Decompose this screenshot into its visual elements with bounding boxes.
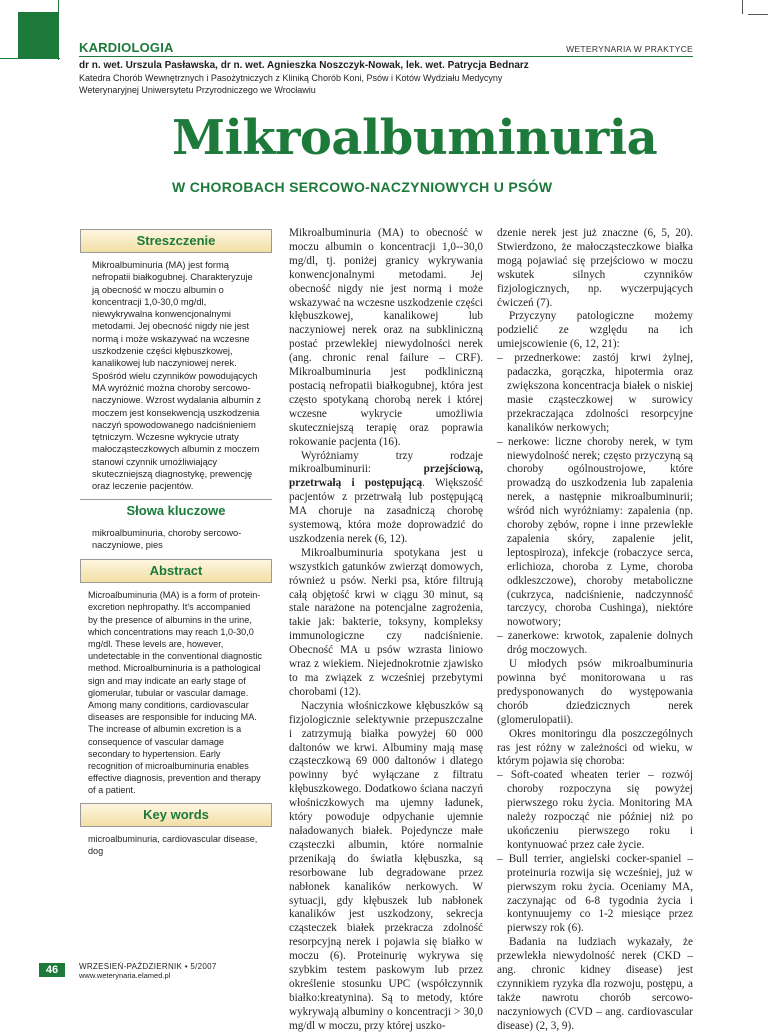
breeds-list	[497, 769, 693, 936]
article-subtitle: W CHOROBACH SERCOWO-NACZYNIOWYCH U PSÓW	[172, 179, 553, 195]
affiliation: Katedra Chorób Wewnętrznych i Pasożytniczych z Kliniką Chorób Koni, Psów i Kotów Wydziału Medycyny Weterynaryjnej Uniwersytetu Przyrodniczego we Wrocławiu	[79, 73, 503, 95]
abstract-heading: Abstract	[80, 559, 272, 583]
journal-name: WETERYNARIA W PRAKTYCE	[566, 44, 693, 54]
crop-mark	[742, 0, 743, 14]
issue-date: WRZESIEŃ-PAŹDZIERNIK • 5/2007	[79, 962, 217, 971]
crop-mark	[0, 58, 60, 59]
streszczenie-heading: Streszczenie	[80, 229, 272, 253]
causes-list	[497, 352, 693, 658]
paragraph: Mikroalbuminuria spotykana jest u wszystkich gatunków zwierząt domowych, również u psów. Nerki psa, które filtrują całą objętość krwi w ciągu 30 minut, są stale narażone na potencjalne zagrożenia, takie jak: bakterie, toksyny, kompleksy immunologiczne czy nadciśnienie. Obecność MA u psów wzrasta liniowo wraz z wiekiem. Niejednokrotnie zjawisko to ma związek z wcześniej przebytymi chorobami (12).	[289, 546, 483, 698]
list-item: – zanerkowe: krwotok, zapalenie dolnych dróg moczowych.	[497, 630, 693, 658]
corner-green-square	[18, 12, 58, 58]
slowa-kluczowe-heading: Słowa kluczowe	[80, 499, 272, 522]
header-divider	[79, 56, 693, 57]
paragraph: U młodych psów mikroalbuminuria powinna być monitorowana u ras predysponowanych do występowania chorób dziedzicznych nerek (glomerulopatii).	[497, 658, 693, 726]
highlighted-terms: przejściową, przetrwałą i postępującą	[289, 463, 483, 490]
crop-mark	[748, 14, 768, 15]
section-label: KARDIOLOGIA	[79, 40, 174, 55]
paragraph	[289, 450, 483, 547]
key-words-text: microalbuminuria, cardiovascular disease, dog	[88, 833, 258, 856]
list-item: – Soft-coated wheaten terier – rozwój choroby rozpoczyna się powyżej pierwszego roku życia. Monitoring MA należy rozpocząć nie później niż po ukończeniu pierwszego roku i kontynuować przez całe życie.	[497, 769, 693, 852]
summary-sidebar	[80, 229, 272, 863]
footer-url: www.weterynaria.elamed.pl	[79, 971, 171, 980]
paragraph: dzenie nerek jest już znaczne (6, 5, 20). Stwierdzono, że małocząsteczkowe białka mogą pojawiać się przejściowo w moczu wskutek silnych czynników fizjologicznych, np. wyczerpujących ćwiczeń (7).	[497, 227, 693, 309]
streszczenie-text: Mikroalbuminuria (MA) jest formą nefropatii białkogubnej. Charakteryzuje ją obecność w moczu albumin o koncentracji 1,0-30,0 mg/dl, niewykrywalna konwencjonalnymi metodami. Jej obecność nigdy nie jest normą i może wskazywać na wczesne uszkodzenie części kłębuszkowej, kanalikowej lub naczyniowej nerek. Spośród wielu czynników powodujących MA wyróżnić można choroby sercowo-naczyniowe. Wzrost wydalania albumin z moczem jest konsekwencją uszkodzenia naczyń spowodowanego nadciśnieniem tętniczym. Wczesne wykrycie utraty małocząsteczkowych albumin z moczem stanowi czynnik umożliwiający skuteczniejszą diagnostykę, prewencję oraz leczenie pacjentów.	[92, 260, 261, 492]
paragraph: Przyczyny patologiczne możemy podzielić ze względu na ich umiejscowienie (6, 12, 21):	[497, 310, 693, 351]
paragraph: Naczynia włośniczkowe kłębuszków są fizjologicznie selektywnie przepuszczalne i zatrzymują białka powyżej 60 000 daltonów we krwi. Albuminy mają masę cząsteczkową 69 000 daltonów i dlatego powinny być wyłączane z filtratu kłębuszkowego. Dodatkowo ściana naczyń włośniczkowych ma ujemny ładunek, który powoduje odpychanie ujemnie naładowanych białek. Pojedyncze małe cząsteczki albumin, które normalnie przenikają do światła kłębuszka, są resorbowane lub degradowane przez nabłonek kanalików nerkowych. W sytuacji, gdy kłębuszek lub nabłonek kanalików jest uszkodzony, sekrecja cząsteczek białek przekracza zdolność resorpcyjną nerek i pojawia się białko w moczu (6). Proteinurię wykrywa się szybkim testem paskowym lub przez określenie stosunku UPC (współczynnik białko:kreatynina). Są to metody, które wykrywają albuminy o koncentracji > 30,0 mg/dl w moczu, przy której uszko-	[289, 699, 483, 1032]
article-title: Mikroalbuminuria	[172, 110, 658, 166]
key-words-heading: Key words	[80, 803, 272, 827]
body-column-3	[497, 227, 693, 1034]
page-number: 46	[39, 963, 65, 977]
paragraph: Badania na ludziach wykazały, że przewlekła niewydolność nerek (CKD – ang. chronic kidney disease) jest czynnikiem ryzyka dla rozwoju, postępu, a także nawrotu chorób sercowo-naczyniowych (CVD – ang. cardiovascular disease) (2, 3, 9).	[497, 936, 693, 1032]
list-item: – Bull terrier, angielski cocker-spaniel – proteinuria rozwija się wcześniej, już w pierwszym roku życia. Oceniamy MA, zaczynając od 6-8 tygodnia życia i kontynuujemy co 1-2 miesiące przez pierwszy rok (6).	[497, 853, 693, 936]
body-column-2	[289, 227, 483, 1034]
paragraph: Okres monitoringu dla poszczególnych ras jest różny w zależności od wieku, w którym pojawia się choroba:	[497, 727, 693, 768]
crop-mark	[58, 0, 59, 60]
slowa-kluczowe-text: mikroalbuminuria, choroby sercowo-naczyniowe, pies	[92, 527, 242, 550]
abstract-text: Microalbuminuria (MA) is a form of protein-excretion nephropathy. It's accompanied by the presence of albumins in the urine, which concentrations may reach 1,0-30,0 mg/dl. These levels are, however, undetectable in the conventional diagnostic method. Microalbuminuria is a pathological sign and may indicate an early stage of glomerular, tubular or vascular damage. Among many conditions, cardiovascular diseases are responsible for inducing MA. The increase of albumin excretion is a consequence of vascular damage secondary to hypertension. Early recognition of microalbuminuria enables effective diagnosis, prevention and therapy of a patient.	[88, 590, 262, 796]
list-item: – nerkowe: liczne choroby nerek, w tym niewydolność nerek; często przyczyną są choroby ogólnoustrojowe, które prowadzą do uszkodzenia lub zapalenia nerek, a następnie mikroalbuminurii; wśród nich wyróżniamy: zapalenia (np. choroby zębów, ropne i inne przewlekłe zapalenia skóry, zapalenie jelit, leptospiroza), infekcje (robaczyce serca, erlichioza, choroba z Lyme, choroba odkleszczowe), choroby metaboliczne (cukrzyca, nadciśnienie, nadczynność tarczycy, choroba Cushinga), niektóre nowotwory;	[497, 436, 693, 631]
paragraph-text: . Większość pacjentów z przetrwałą lub postępującą MA choruje na zasadniczą chorobę systemową, która może doprowadzić do uszkodzenia nerek (6, 12).	[289, 477, 484, 545]
paragraph: Mikroalbuminuria (MA) to obecność w moczu albumin o koncentracji 1,0--30,0 mg/dl, tj. poniżej granicy wykrywania konwencjonalnymi metodami. Jej obecność nigdy nie jest normą i może wskazywać na wczesne uszkodzenie części kłębuszkowej, kanalikowej lub naczyniowej nerek oraz na subkliniczną postać przewlekłej niewydolności nerek (ang. chronic renal failure – CRF). Mikroalbuminuria jest podkliniczną postacią nefropatii białkogubnej, która jest często spotykaną chorobą nerek i której wczesne wykrycie umożliwia skuteczniejszą terapię oraz poprawia rokowanie pacjenta (16).	[289, 227, 483, 448]
authors: dr n. wet. Urszula Pasławska, dr n. wet. Agnieszka Noszczyk-Nowak, lek. wet. Patrycja Bednarz	[79, 60, 529, 71]
list-item: – przednerkowe: zastój krwi żylnej, padaczka, gorączka, hipotermia oraz zwiększona koncentracja białek o niskiej masie cząsteczkowej w surowicy przekraczająca zdolności resorpcyjne kanalików nerkowych;	[497, 352, 693, 435]
paragraph-text: Wyróżniamy trzy rodzaje mikroalbuminurii:	[289, 449, 483, 476]
